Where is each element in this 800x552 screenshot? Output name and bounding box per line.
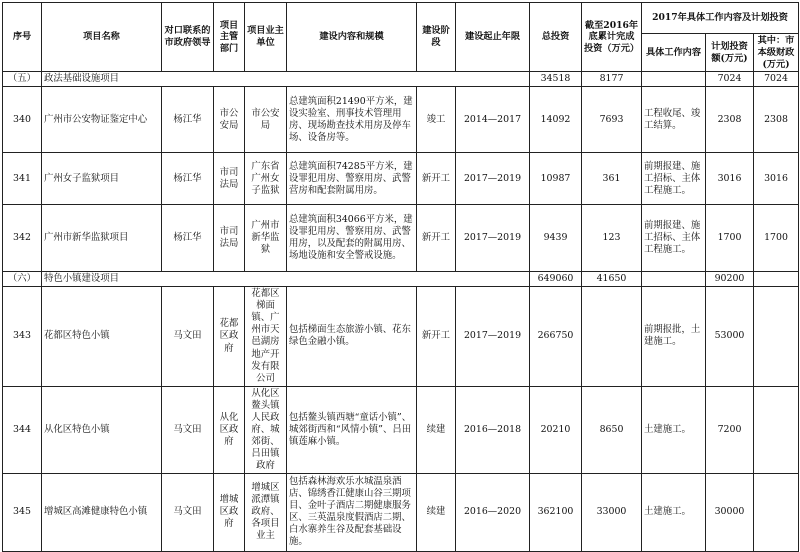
row-total: 266750 <box>530 287 582 386</box>
row-owner: 市公安局 <box>245 87 287 153</box>
row-name: 花都区特色小镇 <box>42 287 162 386</box>
project-table <box>2 2 799 552</box>
row-content: 总建筑面积21490平方米，建设实验室、刑事技术管理用房、现场勘查技术用房及停车场、设备房等。 <box>287 87 417 153</box>
table-row <box>3 287 799 386</box>
header-row <box>3 3 799 34</box>
row-dept: 市司法局 <box>214 153 245 205</box>
header-name: 项目名称 <box>42 3 162 72</box>
row-leader: 马文田 <box>162 473 214 551</box>
row-name: 广州市新华监狱项目 <box>42 205 162 272</box>
header-period: 建设起止年限 <box>456 3 530 72</box>
row-name: 广州女子监狱项目 <box>42 153 162 205</box>
row-completed: 361 <box>582 153 642 205</box>
row-stage: 新开工 <box>417 205 456 272</box>
row-dept: 市公安局 <box>214 87 245 153</box>
row-period: 2017—2019 <box>456 205 530 272</box>
row-city-fiscal <box>754 473 799 551</box>
section-total: 34518 <box>530 72 582 87</box>
row-seq: 341 <box>3 153 42 205</box>
row-planned: 3016 <box>706 153 754 205</box>
row-planned: 7200 <box>706 386 754 473</box>
row-leader: 杨江华 <box>162 153 214 205</box>
row-content: 包括梯面生态旅游小镇、花东绿色金融小镇。 <box>287 287 417 386</box>
section-work <box>642 272 706 287</box>
header-completed: 截至2016年底累计完成投资（万元） <box>582 3 642 72</box>
row-seq: 342 <box>3 205 42 272</box>
row-name: 广州市公安物证鉴定中心 <box>42 87 162 153</box>
header-total: 总投资 <box>530 3 582 72</box>
row-completed <box>582 287 642 386</box>
row-owner: 广州市新华监狱 <box>245 205 287 272</box>
row-planned: 30000 <box>706 473 754 551</box>
section-name: 特色小镇建设项目 <box>42 272 530 287</box>
row-completed: 33000 <box>582 473 642 551</box>
section-row <box>3 272 799 287</box>
row-total: 362100 <box>530 473 582 551</box>
row-city-fiscal <box>754 287 799 386</box>
row-stage: 竣工 <box>417 87 456 153</box>
row-city-fiscal <box>754 386 799 473</box>
row-leader: 马文田 <box>162 386 214 473</box>
header-seq: 序号 <box>3 3 42 72</box>
row-total: 10987 <box>530 153 582 205</box>
header-planned: 计划投资额(万元) <box>706 34 754 72</box>
row-owner: 花都区梯面镇、广州市天邑湖房地产开发有限公司 <box>245 287 287 386</box>
header-city-fiscal: 其中：市本级财政(万元) <box>754 34 799 72</box>
header-plan2017: 2017年具体工作内容及计划投资 <box>642 3 799 34</box>
row-dept: 增城区政府 <box>214 473 245 551</box>
row-work: 土建施工。 <box>642 473 706 551</box>
row-completed: 8650 <box>582 386 642 473</box>
section-name: 政法基础设施项目 <box>42 72 530 87</box>
table-row <box>3 386 799 473</box>
header-work: 具体工作内容 <box>642 34 706 72</box>
row-seq: 343 <box>3 287 42 386</box>
row-content: 总建筑面积74285平方米，建设罪犯用房、警察用房、武警营房和配套附属用房。 <box>287 153 417 205</box>
row-content: 包括鳌头镇西塘“童话小镇”、城郊街西和“风情小镇”、吕田镇莲麻小镇。 <box>287 386 417 473</box>
row-period: 2014—2017 <box>456 87 530 153</box>
row-stage: 新开工 <box>417 287 456 386</box>
section-city-fiscal <box>754 272 799 287</box>
section-total: 649060 <box>530 272 582 287</box>
row-city-fiscal: 1700 <box>754 205 799 272</box>
row-leader: 杨江华 <box>162 205 214 272</box>
row-work: 土建施工。 <box>642 386 706 473</box>
section-planned: 90200 <box>706 272 754 287</box>
row-name: 增城区高滩健康特色小镇 <box>42 473 162 551</box>
row-owner: 广东省广州女子监狱 <box>245 153 287 205</box>
row-total: 14092 <box>530 87 582 153</box>
row-total: 20210 <box>530 386 582 473</box>
table-row <box>3 153 799 205</box>
section-seq: （五） <box>3 72 42 87</box>
row-leader: 马文田 <box>162 287 214 386</box>
row-seq: 344 <box>3 386 42 473</box>
row-dept: 市司法局 <box>214 205 245 272</box>
row-period: 2016—2020 <box>456 473 530 551</box>
row-work: 工程收尾、竣工结算。 <box>642 87 706 153</box>
row-dept: 从化区政府 <box>214 386 245 473</box>
row-completed: 123 <box>582 205 642 272</box>
header-dept: 项目主管部门 <box>214 3 245 72</box>
row-work: 前期报建、施工招标、主体工程施工。 <box>642 153 706 205</box>
row-work: 前期报批，土建施工。 <box>642 287 706 386</box>
row-content: 包括森林海欢乐水城温泉酒店、锦绣香江健康山谷三期项目、金叶子酒店二期健康服务区、三英温泉度假酒店二期、白水寨养生谷及配套基础设施。 <box>287 473 417 551</box>
row-content: 总建筑面积34066平方米，建设罪犯用房、警察用房、武警用房，以及配套的附属用房、场地设施和安全警戒设施。 <box>287 205 417 272</box>
row-planned: 1700 <box>706 205 754 272</box>
row-period: 2016—2018 <box>456 386 530 473</box>
row-city-fiscal: 3016 <box>754 153 799 205</box>
row-period: 2017—2019 <box>456 153 530 205</box>
row-owner: 从化区鳌头镇人民政府、城郊街、吕田镇政府 <box>245 386 287 473</box>
header-leader: 对口联系的市政府领导 <box>162 3 214 72</box>
header-owner: 项目业主单位 <box>245 3 287 72</box>
table-row <box>3 473 799 551</box>
row-planned: 53000 <box>706 287 754 386</box>
row-planned: 2308 <box>706 87 754 153</box>
header-content: 建设内容和规模 <box>287 3 417 72</box>
row-work: 前期报建、施工招标、主体工程施工。 <box>642 205 706 272</box>
row-period: 2017—2019 <box>456 287 530 386</box>
section-city-fiscal: 7024 <box>754 72 799 87</box>
header-stage: 建设阶段 <box>417 3 456 72</box>
row-seq: 340 <box>3 87 42 153</box>
section-completed: 41650 <box>582 272 642 287</box>
row-name: 从化区特色小镇 <box>42 386 162 473</box>
row-owner: 增城区派潭镇政府、各项目业主 <box>245 473 287 551</box>
section-row <box>3 72 799 87</box>
row-stage: 续建 <box>417 473 456 551</box>
section-work <box>642 72 706 87</box>
section-seq: （六） <box>3 272 42 287</box>
row-stage: 续建 <box>417 386 456 473</box>
section-planned: 7024 <box>706 72 754 87</box>
row-city-fiscal: 2308 <box>754 87 799 153</box>
table-row <box>3 87 799 153</box>
row-completed: 7693 <box>582 87 642 153</box>
row-total: 9439 <box>530 205 582 272</box>
row-stage: 新开工 <box>417 153 456 205</box>
row-leader: 杨江华 <box>162 87 214 153</box>
row-dept: 花都区政府 <box>214 287 245 386</box>
table-row <box>3 205 799 272</box>
row-seq: 345 <box>3 473 42 551</box>
section-completed: 8177 <box>582 72 642 87</box>
